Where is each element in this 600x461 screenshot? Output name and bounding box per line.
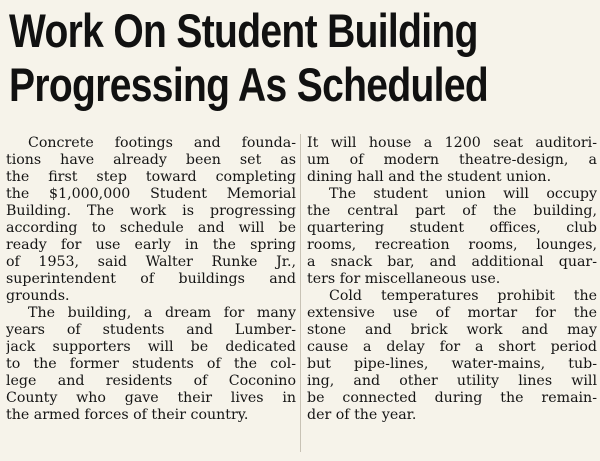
article-line: quartering student offices, club [307,220,597,236]
article-line: The student union will occupy [329,186,597,202]
article-line: of 1953, said Walter Runke Jr., [6,254,296,270]
article-line: jack supporters will be dedicated [6,339,296,355]
article-line: ready for use early in the spring [6,237,296,253]
article-line: superintendent of buildings and [6,271,296,287]
article-line: the $1,000,000 Student Memorial [6,186,296,202]
article-line: der of the year. [307,407,417,423]
headline [9,4,497,112]
article-line: be connected during the remain- [307,390,597,406]
article-line: grounds. [6,288,70,304]
article-line: but pipe-lines, water-mains, tub- [307,356,597,372]
article-column-right [307,135,597,424]
article-line: County who gave their lives in [6,390,296,406]
article-line: according to schedule and will be [6,220,296,236]
article-line: dining hall and the student union. [307,169,552,185]
article-line: the armed forces of their country. [6,407,249,423]
article-line: to the former students of the col- [6,356,296,372]
headline-line-1: Work On Student Building [9,4,478,57]
article-line: tions have already been set as [6,152,296,168]
article-line: The building, a dream for many [28,305,296,321]
article-line: the first step toward completing [6,169,296,185]
headline-line-2: Progressing As Scheduled [9,58,489,111]
article-line: Concrete footings and founda- [28,135,296,151]
article-line: lege and residents of Coconino [6,373,296,389]
article-line: extensive use of mortar for the [307,305,597,321]
article-line: rooms, recreation rooms, lounges, [307,237,597,253]
article-line: um of modern theatre-design, a [307,152,597,168]
article-column-left [6,135,296,424]
article-line: Cold temperatures prohibit the [329,288,597,304]
column-divider [300,134,301,452]
article-line: ters for miscellaneous use. [307,271,501,287]
article-line: Building. The work is progressing [6,203,296,219]
article-line: cause a delay for a short period [307,339,597,355]
article-line: a snack bar, and additional quar- [307,254,597,270]
article-line: stone and brick work and may [307,322,597,338]
article-line: the central part of the building, [307,203,597,219]
article-line: It will house a 1200 seat auditori- [307,135,597,151]
article-line: years of students and Lumber- [6,322,296,338]
article-line: ing, and other utility lines will [307,373,597,389]
